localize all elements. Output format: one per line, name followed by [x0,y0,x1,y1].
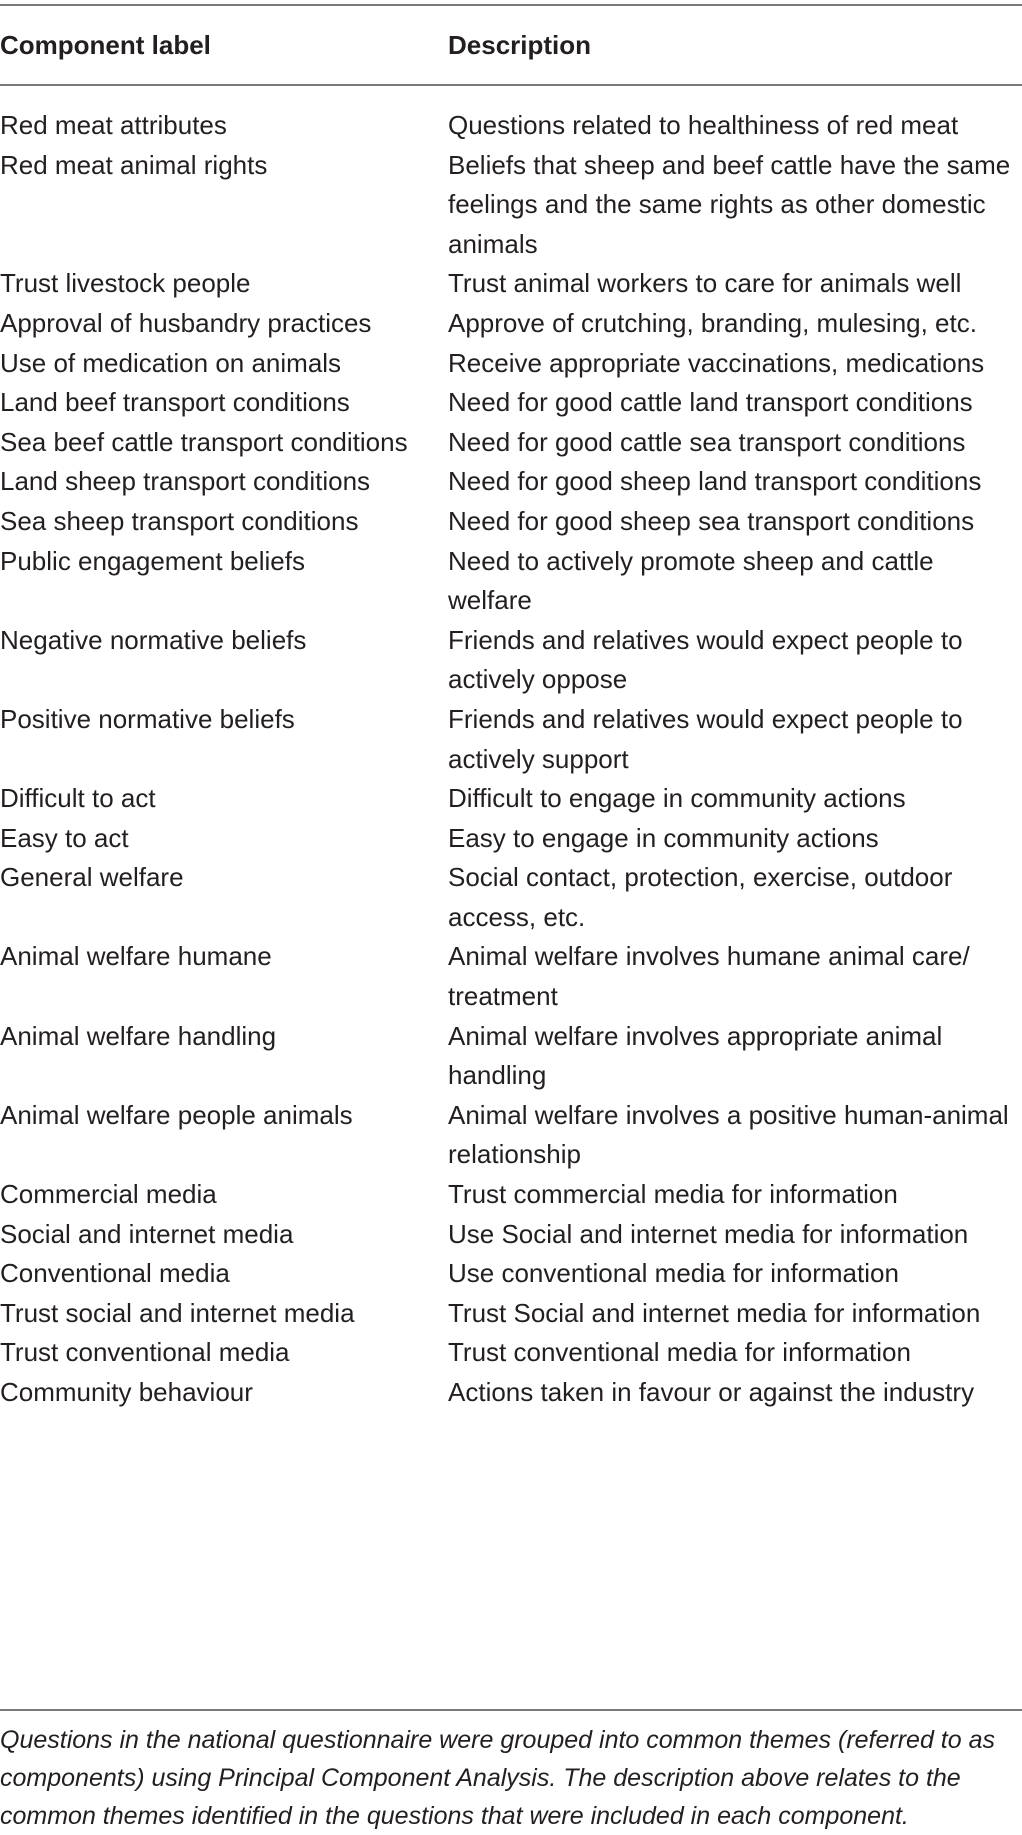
row-label: Public engagement beliefs [0,545,305,576]
row-label: Approval of husbandry practices [0,307,372,338]
row-description: Trust Social and internet media for information [448,1297,981,1328]
row-label: Red meat animal rights [0,149,268,180]
table-row [0,344,1022,384]
row-description: Beliefs that sheep and beef cattle have the same feelings and the same rights as other domestic animals [448,149,1011,259]
row-label: Positive normative beliefs [0,703,295,734]
row-label: Land beef transport conditions [0,387,350,418]
table-row [0,937,1022,1016]
table-row [0,1175,1022,1215]
table-row [0,700,1022,779]
row-description: Easy to engage in community actions [448,822,879,853]
table-bottom-rule [0,1709,1022,1711]
row-description: Actions taken in favour or against the industry [448,1377,975,1407]
row-label: Community behaviour [0,1377,253,1407]
row-description: Need to actively promote sheep and cattle welfare [448,545,934,616]
row-label: Animal welfare humane [0,941,272,972]
table-body [0,106,1022,1413]
row-description: Need for good sheep land transport conditions [448,466,982,497]
row-label: Trust social and internet media [0,1297,355,1328]
row-description: Trust commercial media for information [448,1179,898,1210]
table-row [0,621,1022,700]
table-row [0,304,1022,344]
row-label: Red meat attributes [0,110,227,140]
table-row [0,1215,1022,1255]
row-label: Trust conventional media [0,1337,290,1368]
table-row [0,819,1022,859]
table-row [0,423,1022,463]
table-row [0,1333,1022,1373]
table-row [0,383,1022,423]
row-description: Use Social and internet media for information [448,1218,969,1249]
row-description: Need for good cattle sea transport conditions [448,426,966,457]
row-description: Questions related to healthiness of red meat [448,110,959,140]
row-description: Animal welfare involves appropriate animal handling [448,1020,943,1091]
row-label: Sea beef cattle transport conditions [0,426,408,457]
table-header-rule [0,84,1022,86]
row-label: Negative normative beliefs [0,624,307,655]
row-label: Social and internet media [0,1218,294,1249]
header-description: Description [448,30,592,60]
row-description: Receive appropriate vaccinations, medications [448,347,985,378]
row-description: Need for good sheep sea transport conditions [448,505,975,536]
row-description: Trust conventional media for information [448,1337,911,1368]
table-footnote: Questions in the national questionnaire were grouped into common themes (referred to as components) using Principal Component Analysis. The description above relates to the common themes identified in the questions that were included in each component. [0,1726,996,1830]
table-row [0,1294,1022,1334]
row-description: Difficult to engage in community actions [448,783,906,814]
row-label: Commercial media [0,1179,217,1210]
row-label: Sea sheep transport conditions [0,505,359,536]
row-label: Conventional media [0,1258,230,1289]
table-row [0,858,1022,937]
row-label: Trust livestock people [0,268,251,299]
table-header [0,6,1022,84]
row-description: Use conventional media for information [448,1258,899,1289]
row-label: Use of medication on animals [0,347,342,378]
row-description: Friends and relatives would expect people to actively oppose [448,624,963,695]
row-label: Easy to act [0,822,129,853]
table-row [0,462,1022,502]
row-description: Trust animal workers to care for animals well [448,268,962,299]
table-row [0,1096,1022,1175]
row-label: Animal welfare handling [0,1020,277,1051]
table-row [0,1017,1022,1096]
row-description: Animal welfare involves a positive human-animal relationship [448,1099,1009,1170]
header-component-label: Component label [0,30,211,60]
row-description: Need for good cattle land transport conditions [448,387,973,418]
table-row [0,264,1022,304]
table-row [0,502,1022,542]
table-row [0,542,1022,621]
table-row [0,1373,1022,1413]
row-description: Approve of crutching, branding, mulesing, etc. [448,307,977,338]
row-description: Social contact, protection, exercise, outdoor access, etc. [448,862,953,932]
table-row [0,146,1022,265]
table-row [0,779,1022,819]
row-label: Land sheep transport conditions [0,466,371,497]
row-label: General welfare [0,862,184,893]
row-description: Friends and relatives would expect people to actively support [448,703,963,774]
row-label: Animal welfare people animals [0,1099,353,1130]
row-description: Animal welfare involves humane animal care/ treatment [448,941,970,1012]
table-row [0,1254,1022,1294]
table-row [0,106,1022,146]
row-label: Difficult to act [0,783,156,814]
